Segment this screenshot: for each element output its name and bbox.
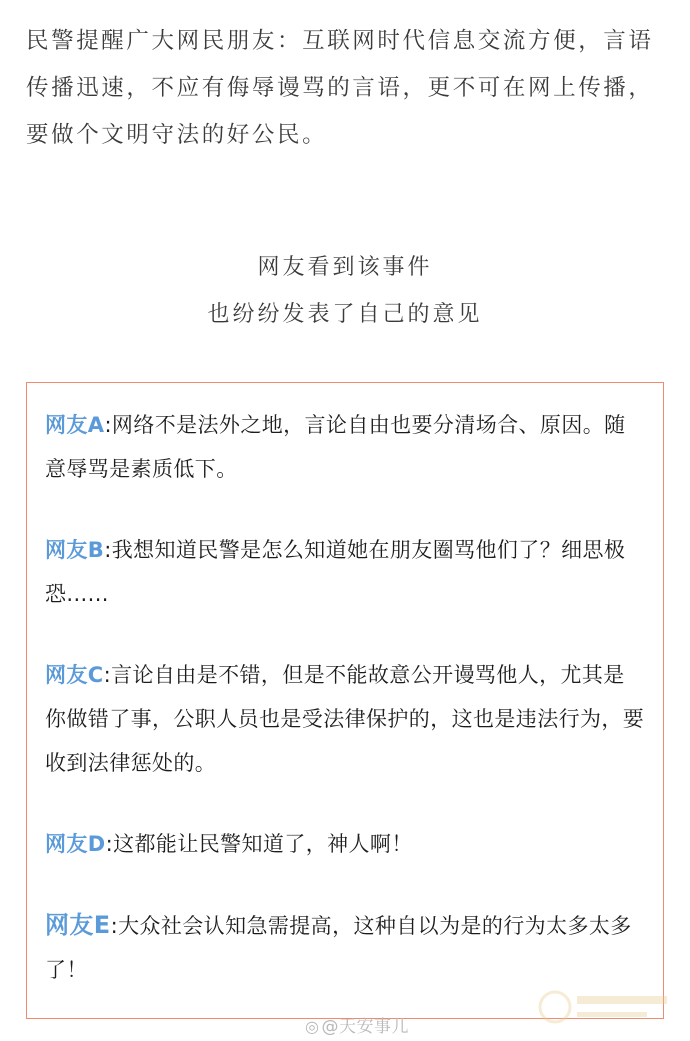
comment-speaker: 网友A bbox=[45, 413, 105, 437]
comment-text: :这都能让民警知道了，神人啊！ bbox=[105, 832, 413, 856]
section-heading-line1: 网友看到该事件 bbox=[257, 255, 433, 280]
comment-c bbox=[45, 653, 645, 785]
weibo-icon: ◎ bbox=[305, 1017, 320, 1036]
intro-paragraph: 民警提醒广大网民朋友：互联网时代信息交流方便，言语传播迅速，不应有侮辱谩骂的言语，更不可在网上传播，要做个文明守法的好公民。 bbox=[26, 28, 654, 148]
comment-e bbox=[45, 903, 645, 992]
comment-text: :言论自由是不错，但是不能故意公开谩骂他人，尤其是你做错了事，公职人员也是受法律保护的，这也是违法行为，要收到法律惩处的。 bbox=[45, 663, 645, 775]
comment-a bbox=[45, 403, 645, 491]
comments-box bbox=[26, 382, 664, 1019]
comment-text: :网络不是法外之地，言论自由也要分清场合、原因。随意辱骂是素质低下。 bbox=[45, 413, 626, 481]
section-heading bbox=[0, 244, 690, 338]
comment-speaker: 网友B bbox=[45, 538, 105, 562]
weibo-watermark bbox=[305, 1012, 409, 1037]
comment-text: :大众社会认知急需提高，这种自以为是的行为太多太多了！ bbox=[45, 914, 632, 982]
comment-speaker: 网友E bbox=[45, 911, 111, 939]
comment-d bbox=[45, 822, 645, 866]
comment-b bbox=[45, 528, 645, 616]
corner-watermark-logo bbox=[535, 986, 675, 1028]
comment-speaker: 网友C bbox=[45, 663, 104, 687]
watermark-text: @天安事儿 bbox=[321, 1017, 409, 1037]
comment-speaker: 网友D bbox=[45, 832, 106, 856]
section-heading-line2: 也纷纷发表了自己的意见 bbox=[207, 302, 483, 327]
comment-text: :我想知道民警是怎么知道她在朋友圈骂他们了？细思极恐...... bbox=[45, 538, 626, 606]
